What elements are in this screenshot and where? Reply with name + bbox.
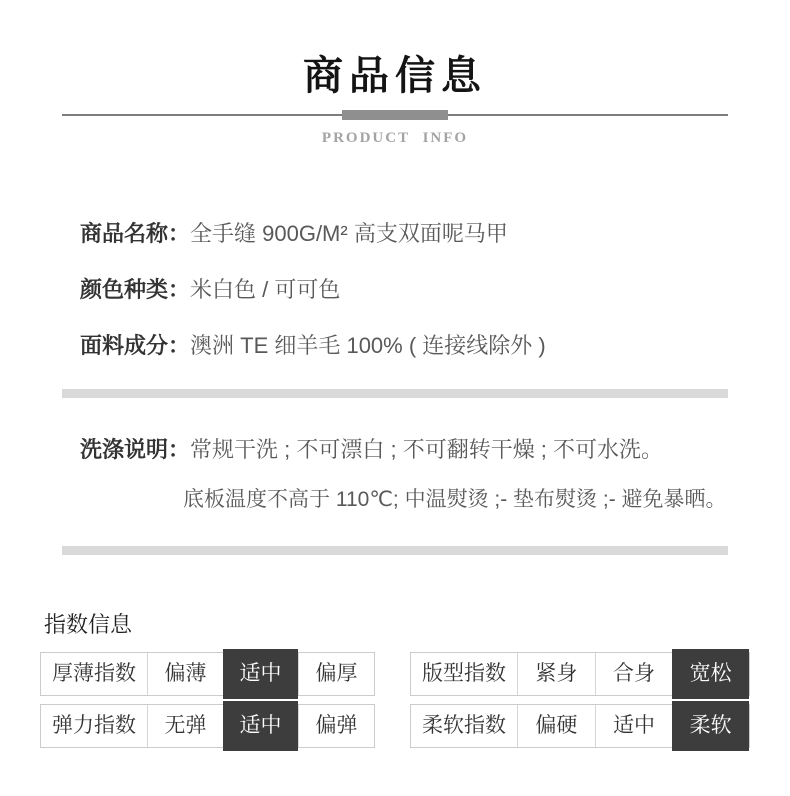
wash-instructions-line1 xyxy=(0,437,790,463)
index-option-cell: 紧身 xyxy=(517,653,595,695)
index-option-cell: 适中 xyxy=(595,705,673,747)
index-option-cell: 偏厚 xyxy=(298,653,374,695)
index-table-label: 厚薄指数 xyxy=(52,662,136,685)
index-option-cell: 宽松 xyxy=(672,649,749,699)
index-tables xyxy=(40,652,790,748)
index-option-cell: 偏薄 xyxy=(147,653,223,695)
title-underline-accent-bar xyxy=(342,110,448,120)
page-subtitle: PRODUCT INFO xyxy=(321,130,469,146)
index-table-thickness xyxy=(40,652,375,696)
index-option-cell: 柔软 xyxy=(672,701,749,751)
index-option-cell: 偏弹 xyxy=(298,705,374,747)
index-table-label: 柔软指数 xyxy=(422,714,506,737)
field-product-name xyxy=(80,221,790,247)
field-label: 面料成分： xyxy=(80,333,191,358)
field-color-options xyxy=(80,277,790,303)
wash-instructions-line2: 底板温度不高于 110℃; 中温熨烫 ;- 垫布熨烫 ;- 避免暴晒。 xyxy=(183,488,727,511)
product-fields xyxy=(0,221,790,359)
index-table-elasticity xyxy=(40,704,375,748)
index-section-heading: 指数信息 xyxy=(44,612,133,637)
field-label: 洗涤说明： xyxy=(80,437,191,462)
index-table-label: 版型指数 xyxy=(422,662,506,685)
title-underline xyxy=(62,111,728,121)
index-option-cell: 合身 xyxy=(595,653,673,695)
page-title: 商品信息 xyxy=(303,54,487,98)
index-option-cell: 无弹 xyxy=(147,705,223,747)
header xyxy=(0,0,790,98)
field-value: 澳洲 TE 细羊毛 100% ( 连接线除外 ) xyxy=(190,333,546,358)
index-option-cell: 适中 xyxy=(223,701,298,751)
index-option-cell: 适中 xyxy=(223,649,298,699)
wash-instructions xyxy=(0,437,790,513)
field-value: 常规干洗 ; 不可漂白 ; 不可翻转干燥 ; 不可水洗。 xyxy=(190,437,664,462)
index-table-softness xyxy=(410,704,750,748)
field-label: 颜色种类： xyxy=(80,277,191,302)
section-divider xyxy=(62,389,728,398)
index-option-cell: 偏硬 xyxy=(517,705,595,747)
field-fabric-composition xyxy=(80,333,790,359)
field-label: 商品名称： xyxy=(80,221,191,246)
section-divider xyxy=(62,546,728,555)
index-table-label: 弹力指数 xyxy=(52,714,136,737)
index-table-fit xyxy=(410,652,750,696)
field-value: 米白色 / 可可色 xyxy=(190,277,341,302)
field-value: 全手缝 900G/M² 高支双面呢马甲 xyxy=(190,221,508,246)
